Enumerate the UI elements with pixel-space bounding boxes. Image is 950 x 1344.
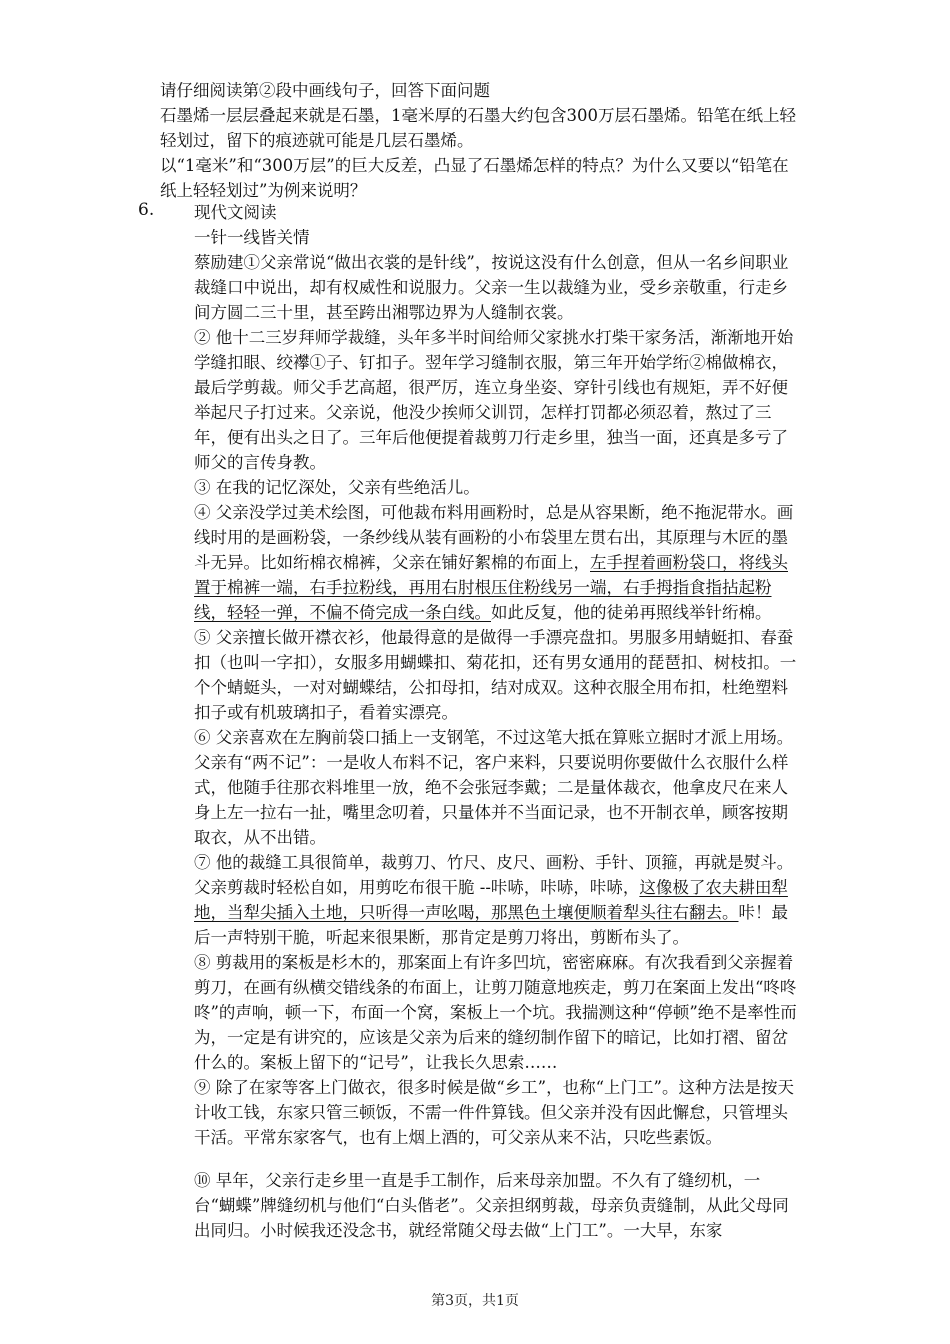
section-heading: 现代文阅读 (194, 203, 277, 222)
article-title: 一针一线皆关情 (194, 228, 310, 247)
paragraph-10: ⑩ 早年，父亲行走乡里一直是手工制作，后来母亲加盟。不久有了缝纫机，一台“蝴蝶”牌缝纫机与他们“白头偕老”。父亲担纲剪裁，母亲负责缝制，从此父母同出同归。小时候我还没念书，就经常随父母去做“上门工”。一大早，东家 (194, 1171, 789, 1240)
question-text: 以“1毫米”和“300万层”的巨大反差，凸显了石墨烯怎样的特点？为什么又要以“铅笔在纸上轻轻划过”为例来说明？ (160, 156, 789, 200)
paragraph-3: ③ 在我的记忆深处，父亲有些绝活儿。 (194, 478, 480, 497)
paragraph-7 (194, 850, 800, 950)
question-context (160, 78, 800, 203)
paragraph-4 (194, 500, 800, 625)
paragraph-4-text: ④ 父亲没学过美术绘图，可他裁布料用画粉时，总是从容果断，绝不拖泥带水。画线时用的是画粉袋，一条纱线从装有画粉的小布袋里左贯右出，其原理与木匠的墨斗无异。比如绗棉衣棉裤，父亲在铺好絮棉的布面上， (194, 503, 794, 572)
quoted-sentence: 石墨烯一层层叠起来就是石墨，1毫米厚的石墨大约包含300万层石墨烯。铅笔在纸上轻轻划过，留下的痕迹就可能是几层石墨烯。 (160, 106, 796, 150)
article-body (160, 250, 800, 1243)
paragraph-7-text: ⑦ 他的裁缝工具很简单，裁剪刀、竹尺、皮尺、画粉、手针、顶箍，再就是熨斗。父亲剪裁时轻松自如，用剪吃布很干脆 --咔哧，咔哧，咔哧， (194, 853, 794, 897)
underlined-sentence-2: 这像极了农夫耕田犁地，当犁尖插入土地，只听得一声吆喝，那黑色土壤便顺着犁头往右翻去。 (194, 878, 788, 922)
instruction-line: 请仔细阅读第②段中画线句子，回答下面问题 (160, 81, 490, 100)
underlined-sentence-1: 左手捏着画粉袋口，将线头置于棉裤一端，右手拉粉线，再用右肘根压住粉线另一端，右手拇指食指拈起粉线，轻轻一弹，不偏不倚完成一条白线。 (194, 553, 788, 622)
paragraph-8: ⑧ 剪裁用的案板是杉木的，那案面上有许多凹坑，密密麻麻。有次我看到父亲握着剪刀，在画有纵横交错线条的布面上，让剪刀随意地疾走，剪刀在案面上发出“咚咚咚”的声响，顿一下，布面一个窝，案板上一个坑。我揣测这种“停顿”绝不是率性而为，一定是有讲究的，应该是父亲为后来的缝纫制作留下的暗记，比如打褶、留岔什么的。案板上留下的“记号”，让我长久思索…… (194, 953, 797, 1072)
paragraph-7-end: 咔！最后一声特别干脆，听起来很果断，那肯定是剪刀将出，剪断布头了。 (194, 903, 788, 947)
paragraph-1: 蔡励建①父亲常说“做出衣裳的是针线”，按说这没有什么创意，但从一名乡间职业裁缝口中说出，却有权威性和说服力。父亲一生以裁缝为业，受乡亲敬重，行走乡间方圆二三十里，甚至跨出湘鄂边界为人缝制衣裳。 (194, 253, 789, 322)
paragraph-5: ⑤ 父亲擅长做开襟衣衫，他最得意的是做得一手漂亮盘扣。男服多用蜻蜓扣、春蚕扣（也叫一字扣），女服多用蝴蝶扣、菊花扣，还有男女通用的琵琶扣、树枝扣。一个个蜻蜓头，一对对蝴蝶结，公扣母扣，结对成双。这种衣服全用布扣，杜绝塑料扣子或有机玻璃扣子，看着实漂亮。 (194, 628, 797, 722)
paragraph-9: ⑨ 除了在家等客上门做衣，很多时候是做“乡工”，也称“上门工”。这种方法是按天计收工钱，东家只管三顿饭，不需一件件算钱。但父亲并没有因此懈怠，只管埋头干活。平常东家客气，也有上烟上酒的，可父亲从来不沾，只吃些素饭。 (194, 1078, 794, 1147)
question-number: 6. (138, 200, 155, 220)
paragraph-4-end: 如此反复，他的徒弟再照线举针绗棉。 (491, 603, 772, 622)
paragraph-6: ⑥ 父亲喜欢在左胸前袋口插上一支钢笔，不过这笔大抵在算账立据时才派上用场。父亲有“两不记”：一是收人布料不记，客户来料，只要说明你要做什么衣服什么样式，他随手往那衣料堆里一放，绝不会张冠李戴；二是量体裁衣，他拿皮尺在来人身上左一拉右一扯，嘴里念叨着，只量体并不当面记录，也不开制衣单，顾客按期取衣，从不出错。 (194, 728, 794, 847)
page-footer: 第3页，共1页 (431, 1293, 519, 1309)
paragraph-2: ② 他十二三岁拜师学裁缝，头年多半时间给师父家挑水打柴干家务活，渐渐地开始学缝扣眼、绞襻①子、钉扣子。翌年学习缝制衣服，第三年开始学绗②棉做棉衣，最后学剪裁。师父手艺高超，很严厉，连立身坐姿、穿针引线也有规矩，弄不好便举起尺子打过来。父亲说，他没少挨师父训罚，怎样打罚都必须忍着，熬过了三年，便有出头之日了。三年后他便提着裁剪刀行走乡里，独当一面，还真是多亏了师父的言传身教。 (194, 328, 794, 472)
question-6 (160, 200, 800, 1243)
